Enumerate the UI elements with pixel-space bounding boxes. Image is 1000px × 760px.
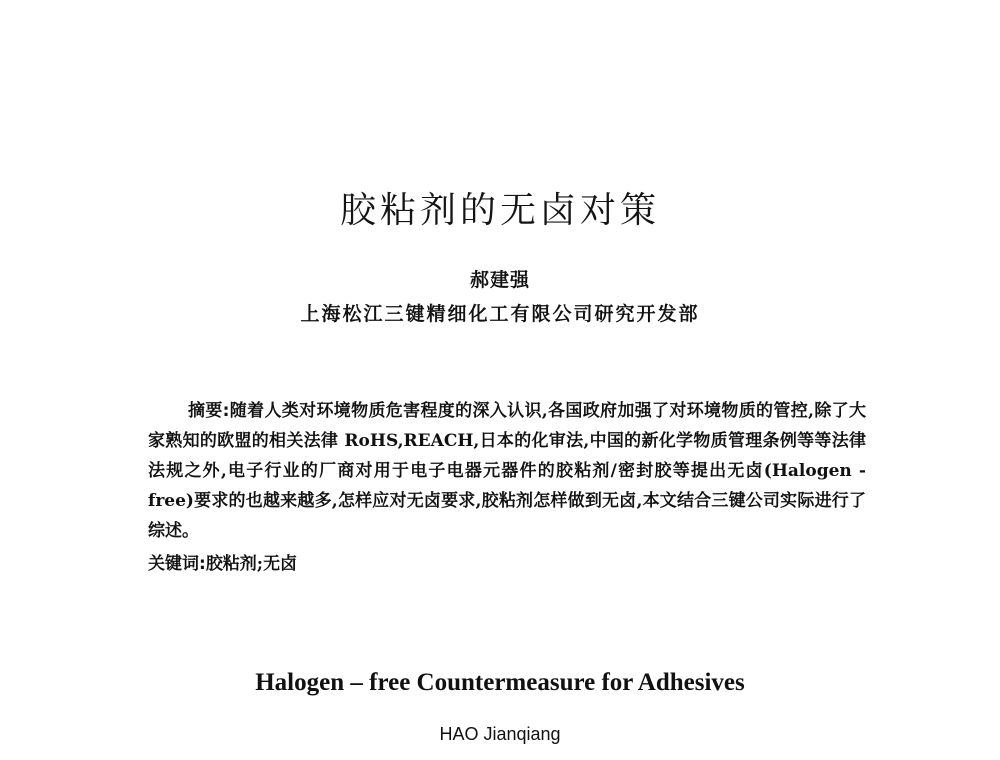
paper-title-cn: 胶粘剂的无卤对策 (339, 190, 660, 232)
keywords-text: 胶粘剂;无卤 (205, 554, 298, 574)
abstract-text: 随着人类对环境物质危害程度的深入认识,各国政府加强了对环境物质的管控,除了大家熟知的欧盟的相关法律 RoHS,REACH,日本的化审法,中国的新化学物质管理条例等等法律法规之外,电子行业的厂商对用于电子电器元器件的胶粘剂/密封胶等提出无卤(Halogen - free)要求的也越来越多,怎样应对无卤要求,胶粘剂怎样做到无卤,本文结合三键公司实际进行了综述。 (148, 401, 866, 541)
abstract-label: 摘要: (188, 401, 230, 421)
affiliation-cn: 上海松江三键精细化工有限公司研究开发部 (300, 303, 700, 325)
keywords-line (148, 551, 866, 577)
paper-title-en: Halogen – free Countermeasure for Adhesives (255, 668, 745, 696)
abstract-paragraph (148, 396, 866, 546)
author-name-cn: 郝建强 (469, 269, 530, 291)
author-name-en: HAO Jianqiang (439, 724, 561, 744)
keywords-label: 关键词: (148, 554, 206, 574)
